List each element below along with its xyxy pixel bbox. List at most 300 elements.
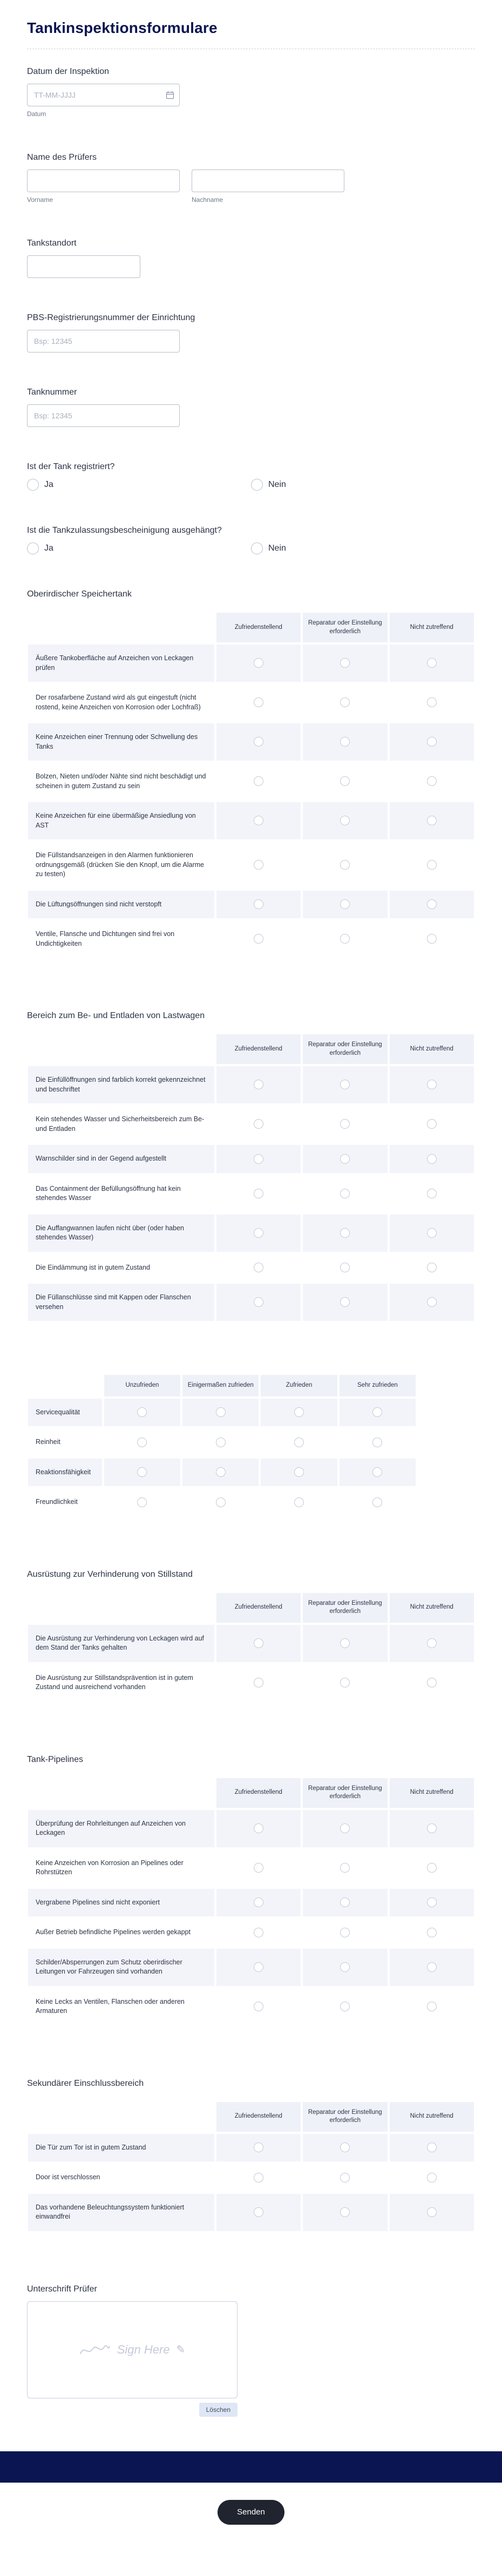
- matrix-radio[interactable]: [137, 1467, 147, 1477]
- matrix-row: [27, 1174, 475, 1214]
- matrix-row-label: Die Auffangwannen laufen nicht über (oder haben stehendes Wasser): [27, 1214, 215, 1253]
- matrix-cell: [215, 762, 302, 801]
- question-label: Unterschrift Prüfer: [27, 2284, 97, 2294]
- matrix-radio[interactable]: [340, 1154, 350, 1164]
- matrix-radio[interactable]: [254, 1080, 263, 1089]
- matrix-section-pipelines: [27, 1754, 475, 2026]
- matrix-column-header: Reparatur oder Einstellung erforderlich: [302, 1592, 388, 1624]
- matrix-cell: [215, 1174, 302, 1214]
- signature-clear-button[interactable]: Löschen: [199, 2403, 238, 2417]
- matrix-radio[interactable]: [427, 658, 437, 668]
- matrix-radio[interactable]: [254, 697, 263, 707]
- matrix-cell: [215, 2193, 302, 2232]
- signature-placeholder-text: Sign Here: [117, 2342, 170, 2356]
- matrix-row-label: Die Lüftungsöffnungen sind nicht verstopft: [27, 890, 215, 920]
- matrix-radio[interactable]: [340, 2002, 350, 2011]
- matrix-radio[interactable]: [427, 934, 437, 944]
- matrix-row: [27, 1214, 475, 1253]
- matrix-cell: [302, 1144, 388, 1174]
- pen-icon: ✎: [176, 2344, 186, 2356]
- question-tank-location: [27, 238, 475, 278]
- matrix-radio[interactable]: [254, 2207, 263, 2217]
- matrix-cell: [302, 1809, 388, 1848]
- matrix-cell: [389, 1809, 475, 1848]
- matrix-cell: [302, 1253, 388, 1283]
- matrix-cell: [302, 1888, 388, 1918]
- matrix-radio[interactable]: [340, 860, 350, 870]
- submit-area: [0, 2483, 502, 2551]
- matrix-cell: [302, 643, 388, 683]
- matrix-radio[interactable]: [254, 2173, 263, 2182]
- matrix-radio[interactable]: [427, 2173, 437, 2182]
- field-sublabel: Nachname: [192, 196, 223, 204]
- matrix-radio[interactable]: [340, 1297, 350, 1307]
- matrix-cell: [389, 1888, 475, 1918]
- matrix-cell: [302, 890, 388, 920]
- matrix-radio[interactable]: [340, 737, 350, 747]
- matrix-row: [27, 1987, 475, 2026]
- matrix-radio[interactable]: [340, 1638, 350, 1648]
- matrix-cell: [215, 1809, 302, 1848]
- matrix-cell: [215, 890, 302, 920]
- matrix-radio[interactable]: [137, 1407, 147, 1417]
- signature-actions: [27, 2403, 238, 2417]
- matrix-radio[interactable]: [254, 899, 263, 909]
- matrix-cell: [215, 1104, 302, 1144]
- matrix-cell: [389, 840, 475, 890]
- question-signature: [27, 2284, 475, 2417]
- matrix-cell: [103, 1398, 181, 1428]
- section-title: Ausrüstung zur Verhinderung von Stillstand: [27, 1569, 193, 1579]
- signature-placeholder: [79, 2343, 186, 2357]
- matrix-row-label: Servicequalität: [27, 1398, 103, 1428]
- submit-button[interactable]: Senden: [218, 2500, 284, 2525]
- question-tank-registered: [27, 462, 475, 491]
- matrix-row: [27, 1487, 417, 1517]
- footer-band: [0, 2451, 502, 2483]
- question-label: PBS-Registrierungsnummer der Einrichtung: [27, 313, 195, 322]
- matrix-radio[interactable]: [294, 1467, 304, 1477]
- matrix-radio[interactable]: [427, 2207, 437, 2217]
- matrix-cell: [215, 1624, 302, 1663]
- matrix-cell: [215, 1253, 302, 1283]
- field-sublabel: Datum: [27, 110, 46, 118]
- matrix-row-label: Die Ausrüstung zur Stillstandsprävention ist in gutem Zustand und ausreichend vorhanden: [27, 1663, 215, 1703]
- section-title: Sekundärer Einschlussbereich: [27, 2078, 144, 2088]
- matrix-radio[interactable]: [340, 2207, 350, 2217]
- matrix-radio[interactable]: [372, 1438, 382, 1447]
- matrix-row-label: Die Füllstandsanzeigen in den Alarmen funktionieren ordnungsgemäß (drücken Sie den Knopf, um die Alarme zu testen): [27, 840, 215, 890]
- matrix-radio[interactable]: [340, 1189, 350, 1198]
- matrix-corner-cell: [27, 2101, 215, 2133]
- matrix-radio[interactable]: [254, 776, 263, 786]
- first-name-input[interactable]: [27, 170, 180, 192]
- matrix-radio[interactable]: [427, 1119, 437, 1129]
- matrix-row: [27, 683, 475, 722]
- matrix-cell: [302, 1104, 388, 1144]
- matrix-radio[interactable]: [427, 737, 437, 747]
- matrix-radio[interactable]: [372, 1497, 382, 1507]
- matrix-column-header: Zufriedenstellend: [215, 2101, 302, 2133]
- matrix-radio[interactable]: [254, 2002, 263, 2011]
- matrix-radio[interactable]: [427, 860, 437, 870]
- radio-group-tank-registered: [27, 479, 475, 491]
- matrix-cell: [389, 1214, 475, 1253]
- matrix-row: [27, 762, 475, 801]
- matrix-cell: [215, 919, 302, 959]
- question-label: Datum der Inspektion: [27, 67, 110, 76]
- matrix-radio[interactable]: [340, 776, 350, 786]
- matrix-row-label: Die Einfüllöffnungen sind farblich korrekt gekennzeichnet und beschriftet: [27, 1065, 215, 1104]
- matrix-row: [27, 1809, 475, 1848]
- matrix-row-label: Reinheit: [27, 1427, 103, 1458]
- matrix-cell: [302, 2163, 388, 2193]
- matrix-radio[interactable]: [216, 1467, 226, 1477]
- matrix-holder: [27, 1033, 475, 1322]
- matrix-cell: [215, 1888, 302, 1918]
- matrix-radio[interactable]: [254, 1297, 263, 1307]
- matrix-cell: [389, 2163, 475, 2193]
- matrix-row-label: Die Füllanschlüsse sind mit Kappen oder Flanschen versehen: [27, 1283, 215, 1322]
- matrix-radio[interactable]: [340, 658, 350, 668]
- matrix-radio[interactable]: [254, 816, 263, 825]
- matrix-radio[interactable]: [254, 1897, 263, 1907]
- matrix-column-header: Nicht zutreffend: [389, 2101, 475, 2133]
- matrix-row-label: Außer Betrieb befindliche Pipelines werden gekappt: [27, 1917, 215, 1948]
- matrix-radio[interactable]: [216, 1438, 226, 1447]
- matrix-radio[interactable]: [340, 1228, 350, 1238]
- matrix-cell: [389, 1917, 475, 1948]
- matrix-cell: [389, 1174, 475, 1214]
- matrix-radio[interactable]: [340, 1823, 350, 1833]
- matrix-radio[interactable]: [427, 1080, 437, 1089]
- matrix-radio[interactable]: [427, 1678, 437, 1687]
- matrix-radio[interactable]: [340, 1962, 350, 1972]
- matrix-table: [27, 2101, 475, 2232]
- matrix-cell: [302, 1214, 388, 1253]
- matrix-corner-cell: [27, 1777, 215, 1809]
- matrix-cell: [389, 643, 475, 683]
- matrix-radio[interactable]: [254, 1228, 263, 1238]
- matrix-radio[interactable]: [427, 697, 437, 707]
- matrix-row-label: Schilder/Absperrungen zum Schutz oberirdischer Leitungen vor Fahrzeugen sind vorhanden: [27, 1948, 215, 1987]
- matrix-cell: [302, 1663, 388, 1703]
- matrix-cell: [389, 801, 475, 840]
- matrix-column-header: Reparatur oder Einstellung erforderlich: [302, 1033, 388, 1065]
- radio-group-certificate-posted: [27, 543, 475, 554]
- radio-label: Ja: [44, 544, 53, 553]
- matrix-row-label: Die Ausrüstung zur Verhinderung von Leckagen wird auf dem Stand der Tanks gehalten: [27, 1624, 215, 1663]
- matrix-row-label: Die Tür zum Tor ist in gutem Zustand: [27, 2133, 215, 2163]
- matrix-radio[interactable]: [254, 1119, 263, 1129]
- last-name-input[interactable]: [192, 170, 344, 192]
- matrix-cell: [215, 2133, 302, 2163]
- matrix-radio[interactable]: [216, 1407, 226, 1417]
- matrix-radio[interactable]: [427, 1928, 437, 1937]
- matrix-row-label: Das vorhandene Beleuchtungssystem funktioniert einwandfrei: [27, 2193, 215, 2232]
- matrix-cell: [302, 762, 388, 801]
- matrix-cell: [389, 1663, 475, 1703]
- radio-icon: [27, 479, 39, 491]
- matrix-cell: [389, 1987, 475, 2026]
- matrix-row: [27, 1398, 417, 1428]
- matrix-radio[interactable]: [427, 1154, 437, 1164]
- matrix-cell: [338, 1487, 417, 1517]
- matrix-cell: [181, 1398, 260, 1428]
- matrix-radio[interactable]: [427, 816, 437, 825]
- matrix-row-label: Bolzen, Nieten und/oder Nähte sind nicht beschädigt und scheinen in gutem Zustand zu sein: [27, 762, 215, 801]
- matrix-radio[interactable]: [427, 1297, 437, 1307]
- matrix-radio[interactable]: [254, 1638, 263, 1648]
- matrix-radio[interactable]: [254, 1154, 263, 1164]
- matrix-cell: [389, 1948, 475, 1987]
- matrix-radio[interactable]: [340, 1863, 350, 1873]
- matrix-table: [27, 1033, 475, 1322]
- matrix-row-label: Äußere Tankoberfläche auf Anzeichen von Leckagen prüfen: [27, 643, 215, 683]
- matrix-column-header: Zufriedenstellend: [215, 1592, 302, 1624]
- matrix-holder: [27, 612, 475, 959]
- matrix-cell: [389, 890, 475, 920]
- matrix-cell: [215, 1948, 302, 1987]
- question-label: Tankstandort: [27, 239, 77, 248]
- matrix-cell: [389, 1065, 475, 1104]
- matrix-radio[interactable]: [340, 2143, 350, 2152]
- matrix-cell: [181, 1458, 260, 1488]
- matrix-column-header: Reparatur oder Einstellung erforderlich: [302, 1777, 388, 1809]
- matrix-cell: [389, 722, 475, 762]
- matrix-radio[interactable]: [340, 1928, 350, 1937]
- matrix-cell: [302, 683, 388, 722]
- matrix-radio[interactable]: [254, 658, 263, 668]
- matrix-section-speichertank: [27, 589, 475, 959]
- radio-option-ja[interactable]: [27, 543, 251, 554]
- matrix-header-row: [27, 1374, 417, 1398]
- matrix-cell: [338, 1427, 417, 1458]
- matrix-cell: [215, 1283, 302, 1322]
- matrix-radio[interactable]: [254, 1678, 263, 1687]
- matrix-holder: [27, 1777, 475, 2026]
- matrix-cell: [389, 1283, 475, 1322]
- matrix-radio[interactable]: [137, 1438, 147, 1447]
- matrix-cell: [215, 801, 302, 840]
- matrix-radio[interactable]: [254, 1928, 263, 1937]
- matrix-row: [27, 722, 475, 762]
- matrix-cell: [181, 1427, 260, 1458]
- matrix-radio[interactable]: [216, 1497, 226, 1507]
- matrix-cell: [302, 1283, 388, 1322]
- signature-pad[interactable]: [27, 2301, 238, 2398]
- matrix-radio[interactable]: [427, 1897, 437, 1907]
- matrix-header-row: [27, 1033, 475, 1065]
- radio-option-ja[interactable]: [27, 479, 251, 491]
- matrix-cell: [215, 1144, 302, 1174]
- matrix-cell: [302, 1948, 388, 1987]
- matrix-radio[interactable]: [254, 1863, 263, 1873]
- matrix-radio[interactable]: [137, 1497, 147, 1507]
- matrix-column-header: Sehr zufrieden: [338, 1374, 417, 1398]
- section-title: Oberirdischer Speichertank: [27, 589, 132, 599]
- matrix-radio[interactable]: [340, 2173, 350, 2182]
- matrix-cell: [389, 683, 475, 722]
- matrix-row: [27, 1427, 417, 1458]
- matrix-table: [27, 612, 475, 959]
- matrix-holder: [27, 2101, 475, 2232]
- matrix-cell: [302, 2193, 388, 2232]
- matrix-row-label: Kein stehendes Wasser und Sicherheitsbereich zum Be- und Entladen: [27, 1104, 215, 1144]
- matrix-radio[interactable]: [427, 1962, 437, 1972]
- matrix-radio[interactable]: [294, 1407, 304, 1417]
- matrix-radio[interactable]: [254, 1189, 263, 1198]
- matrix-radio[interactable]: [427, 1263, 437, 1272]
- matrix-radio[interactable]: [294, 1438, 304, 1447]
- matrix-column-header: Reparatur oder Einstellung erforderlich: [302, 2101, 388, 2133]
- matrix-row: [27, 919, 475, 959]
- matrix-row: [27, 1624, 475, 1663]
- matrix-radio[interactable]: [340, 1897, 350, 1907]
- calendar-icon[interactable]: [166, 91, 174, 99]
- matrix-column-header: Nicht zutreffend: [389, 1033, 475, 1065]
- matrix-row: [27, 1144, 475, 1174]
- matrix-holder: [27, 1374, 475, 1517]
- matrix-radio[interactable]: [340, 1678, 350, 1687]
- matrix-radio[interactable]: [254, 1962, 263, 1972]
- matrix-corner-cell: [27, 612, 215, 643]
- matrix-row-label: Reaktionsfähigkeit: [27, 1458, 103, 1488]
- matrix-cell: [389, 1848, 475, 1888]
- radio-option-nein[interactable]: [251, 543, 475, 554]
- pbs-number-input[interactable]: [27, 330, 180, 352]
- question-label: Tanknummer: [27, 388, 77, 397]
- signature-squiggle-icon: [79, 2343, 111, 2357]
- matrix-radio[interactable]: [427, 1189, 437, 1198]
- matrix-row-label: Vergrabene Pipelines sind nicht exponiert: [27, 1888, 215, 1918]
- matrix-row-label: Keine Anzeichen von Korrosion an Pipelines oder Rohrstützen: [27, 1848, 215, 1888]
- matrix-cell: [103, 1458, 181, 1488]
- matrix-radio[interactable]: [427, 1638, 437, 1648]
- question-tank-number: [27, 387, 475, 427]
- matrix-radio[interactable]: [427, 1823, 437, 1833]
- radio-option-nein[interactable]: [251, 479, 475, 491]
- matrix-row: [27, 840, 475, 890]
- matrix-cell: [302, 840, 388, 890]
- matrix-cell: [302, 1624, 388, 1663]
- field-sublabel: Vorname: [27, 196, 53, 204]
- matrix-row-label: Keine Anzeichen einer Trennung oder Schwellung des Tanks: [27, 722, 215, 762]
- tank-number-input[interactable]: [27, 404, 180, 427]
- matrix-column-header: Nicht zutreffend: [389, 1777, 475, 1809]
- matrix-radio[interactable]: [254, 1823, 263, 1833]
- matrix-cell: [389, 2133, 475, 2163]
- matrix-radio[interactable]: [427, 1863, 437, 1873]
- matrix-section-beladen: [27, 1011, 475, 1322]
- matrix-row-label: Warnschilder sind in der Gegend aufgestellt: [27, 1144, 215, 1174]
- matrix-radio[interactable]: [340, 697, 350, 707]
- radio-label: Nein: [268, 544, 286, 553]
- matrix-cell: [181, 1487, 260, 1517]
- matrix-radio[interactable]: [372, 1407, 382, 1417]
- matrix-row-label: Keine Lecks an Ventilen, Flanschen oder anderen Armaturen: [27, 1987, 215, 2026]
- first-name-col: [27, 170, 180, 204]
- matrix-row: [27, 1104, 475, 1144]
- matrix-cell: [260, 1458, 338, 1488]
- matrix-header-row: [27, 612, 475, 643]
- matrix-radio[interactable]: [254, 860, 263, 870]
- matrix-radio[interactable]: [427, 776, 437, 786]
- matrix-cell: [215, 1848, 302, 1888]
- radio-icon: [251, 479, 263, 491]
- matrix-column-header: Zufriedenstellend: [215, 612, 302, 643]
- matrix-cell: [338, 1458, 417, 1488]
- matrix-row: [27, 1065, 475, 1104]
- date-input[interactable]: [27, 84, 180, 106]
- matrix-radio[interactable]: [340, 816, 350, 825]
- matrix-cell: [103, 1427, 181, 1458]
- matrix-header-row: [27, 2101, 475, 2133]
- radio-icon: [27, 543, 39, 554]
- matrix-cell: [103, 1487, 181, 1517]
- matrix-column-header: Reparatur oder Einstellung erforderlich: [302, 612, 388, 643]
- matrix-row: [27, 890, 475, 920]
- question-certificate-posted: [27, 525, 475, 554]
- matrix-row: [27, 2133, 475, 2163]
- matrix-radio[interactable]: [427, 2002, 437, 2011]
- matrix-radio[interactable]: [427, 2143, 437, 2152]
- matrix-cell: [215, 1214, 302, 1253]
- matrix-cell: [215, 722, 302, 762]
- matrix-radio[interactable]: [254, 934, 263, 944]
- matrix-radio[interactable]: [254, 2143, 263, 2152]
- matrix-radio[interactable]: [254, 737, 263, 747]
- matrix-radio[interactable]: [340, 1263, 350, 1272]
- matrix-row: [27, 1283, 475, 1322]
- matrix-cell: [389, 1624, 475, 1663]
- matrix-radio[interactable]: [372, 1467, 382, 1477]
- matrix-radio[interactable]: [340, 934, 350, 944]
- matrix-cell: [389, 919, 475, 959]
- matrix-row-label: Keine Anzeichen für eine übermäßige Ansiedlung von AST: [27, 801, 215, 840]
- matrix-cell: [260, 1487, 338, 1517]
- matrix-row-label: Überprüfung der Rohrleitungen auf Anzeichen von Leckagen: [27, 1809, 215, 1848]
- matrix-row-label: Die Eindämmung ist in gutem Zustand: [27, 1253, 215, 1283]
- matrix-table: [27, 1592, 475, 1703]
- matrix-row: [27, 2163, 475, 2193]
- tank-location-input[interactable]: [27, 255, 140, 278]
- matrix-radio[interactable]: [340, 899, 350, 909]
- matrix-radio[interactable]: [254, 1263, 263, 1272]
- question-inspection-date: [27, 66, 475, 118]
- matrix-corner-cell: [27, 1592, 215, 1624]
- form-title: Tankinspektionsformulare: [27, 19, 218, 36]
- matrix-section-zufriedenheit: [27, 1374, 475, 1517]
- matrix-cell: [215, 643, 302, 683]
- matrix-radio[interactable]: [340, 1080, 350, 1089]
- section-title: Tank-Pipelines: [27, 1754, 84, 1764]
- matrix-radio[interactable]: [340, 1119, 350, 1129]
- matrix-row: [27, 1458, 417, 1488]
- last-name-col: [192, 170, 344, 204]
- question-label: Name des Prüfers: [27, 153, 97, 162]
- matrix-column-header: Nicht zutreffend: [389, 1592, 475, 1624]
- matrix-radio[interactable]: [294, 1497, 304, 1507]
- matrix-cell: [215, 1917, 302, 1948]
- matrix-cell: [389, 2193, 475, 2232]
- matrix-cell: [260, 1427, 338, 1458]
- matrix-radio[interactable]: [427, 1228, 437, 1238]
- matrix-row: [27, 1848, 475, 1888]
- matrix-radio[interactable]: [427, 899, 437, 909]
- matrix-cell: [260, 1398, 338, 1428]
- question-pbs-number: [27, 313, 475, 352]
